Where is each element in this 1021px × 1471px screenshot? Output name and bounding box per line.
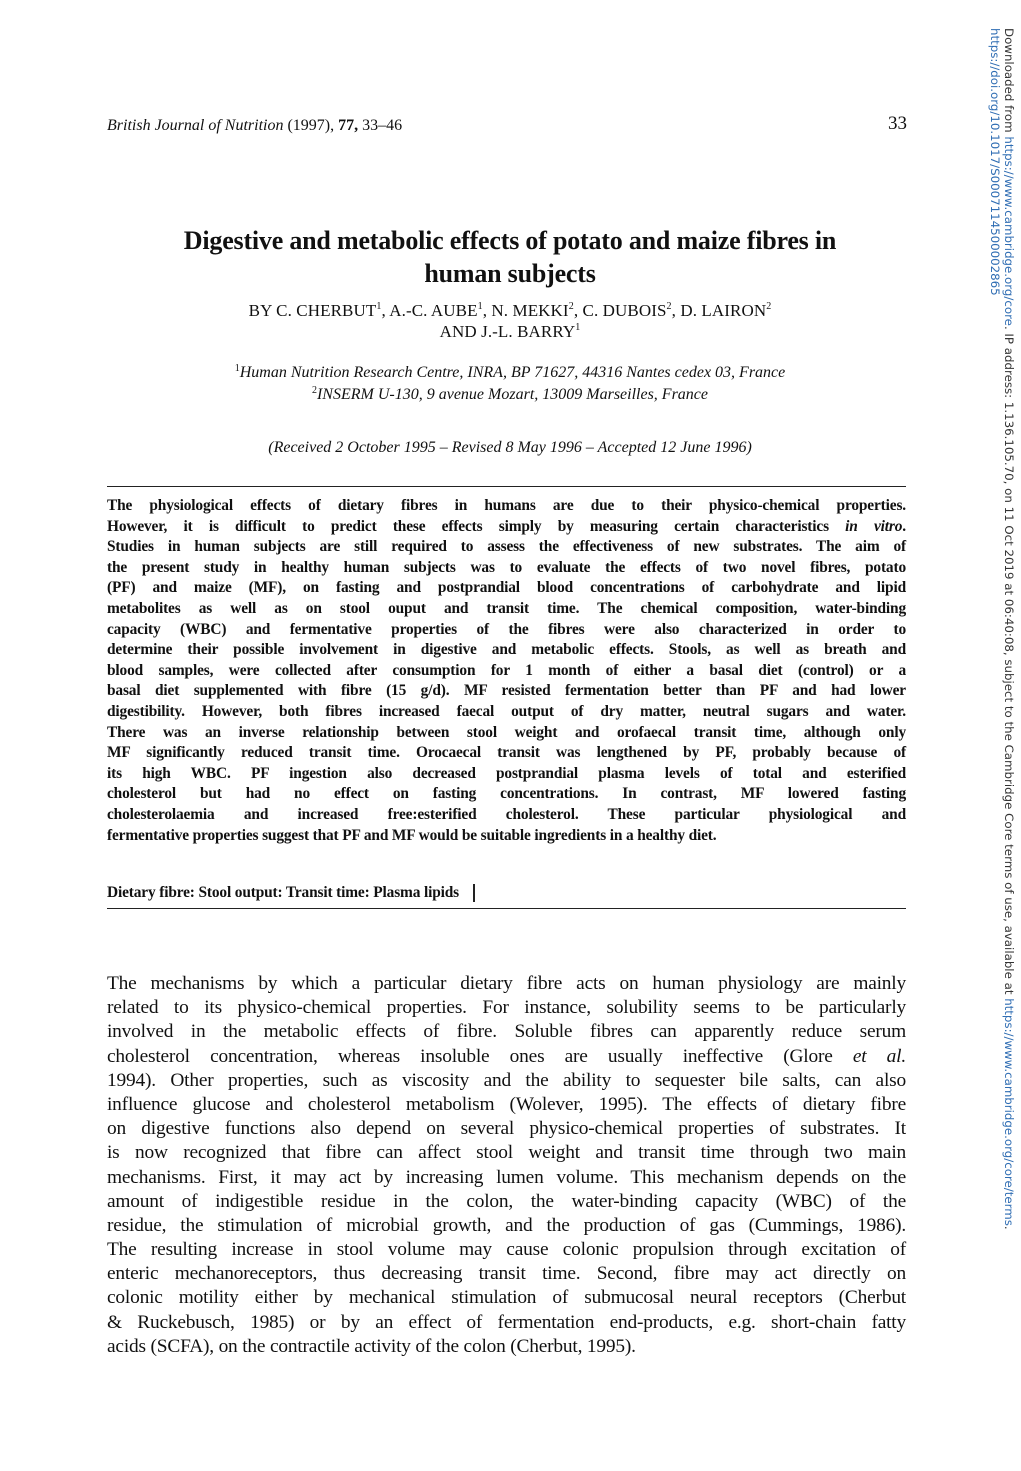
abstract-line: capacity (WBC) and fermentative properties of the fibres were also characterized in order to (107, 620, 906, 638)
abstract-line: determine their possible involvement in digestive and metabolic effects. Stools, as well as breath and (107, 641, 906, 659)
author-list (110, 300, 910, 342)
author: BY C. CHERBUT (248, 301, 377, 320)
body-text: cholesterol concentration, whereas insoluble ones are usually ineffective (Glore (107, 1045, 853, 1067)
affiliation-marker: 2 (766, 301, 772, 312)
affiliation-marker: 1 (477, 301, 483, 312)
keywords (107, 883, 906, 903)
title-line: human subjects (424, 259, 596, 288)
author-line (110, 321, 910, 342)
abstract-text: . (902, 517, 906, 535)
affiliation-text: Human Nutrition Research Centre, INRA, BP 71627, 44316 Nantes cedex 03, France (239, 364, 786, 381)
abstract (107, 496, 906, 846)
journal-name: British Journal of Nutrition (107, 117, 284, 134)
author: , C. DUBOIS (573, 301, 667, 320)
author: , D. LAIRON (671, 301, 767, 320)
page-number: 33 (888, 113, 907, 134)
terms-link[interactable]: https://www.cambridge.org/core/terms (1002, 998, 1016, 1226)
doi-link[interactable]: https://doi.org/10.1017/S0007114500002865 (988, 28, 1002, 296)
affiliation-marker: 2 (568, 301, 574, 312)
author: , N. MEKKI (482, 301, 569, 320)
affiliation-marker: 1 (575, 322, 581, 333)
body-line: influence glucose and cholesterol metabolism (Wolever, 1995). The effects of dietary fibre (107, 1093, 906, 1115)
notice-text: . (1002, 1225, 1016, 1230)
affiliation-number: 1 (234, 363, 240, 374)
body-line: & Ruckebusch, 1985) or by an effect of fermentation end-products, e.g. short-chain fatty (107, 1311, 906, 1333)
body-line: mechanisms. First, it may act by increasing lumen volume. This mechanism depends on the (107, 1166, 906, 1188)
body-line (107, 1045, 906, 1069)
affiliation (110, 362, 910, 384)
abstract-line: (PF) and maize (MF), on fasting and postprandial blood concentrations of carbohydrate and lipid (107, 579, 906, 597)
body-line: enteric mechanoreceptors, thus decreasing transit time. Second, fibre may act directly on (107, 1263, 906, 1285)
italic-citation: et al. (852, 1045, 906, 1067)
abstract-line: basal diet supplemented with fibre (15 g/d). MF resisted fermentation better than PF and had lower (107, 682, 906, 700)
abstract-line: The physiological effects of dietary fibres in humans are due to their physico-chemical properties. (107, 497, 906, 514)
title-line: Digestive and metabolic effects of potato and maize fibres in (183, 226, 837, 255)
keywords-text: Dietary fibre: Stool output: Transit time: Plasma lipids (107, 884, 459, 901)
body-line: on digestive functions also depend on several physico-chemical properties of substrates. It (107, 1118, 906, 1140)
body-line: colonic motility either by mechanical stimulation of submucosal neural receptors (Cherbut (107, 1287, 906, 1309)
abstract-line: MF significantly reduced transit time. Orocaecal transit was lengthened by PF, probably because of (107, 744, 906, 762)
notice-text: Downloaded from (1002, 28, 1016, 137)
affiliation-marker: 2 (666, 301, 672, 312)
introduction-paragraph (107, 972, 906, 1359)
abstract-line: the present study in healthy human subjects was to evaluate the effects of two novel fibres, potato (107, 558, 906, 576)
body-line: The mechanisms by which a particular dietary fibre acts on human physiology are mainly (107, 973, 906, 994)
journal-volume: 77, (338, 117, 359, 134)
received-dates: (Received 2 October 1995 – Revised 8 May 1996 – Accepted 12 June 1996) (268, 439, 752, 456)
body-line: involved in the metabolic effects of fibre. Soluble fibres can apparently reduce serum (107, 1021, 906, 1043)
abstract-line: cholesterolaemia and increased free:esterified cholesterol. These particular physiological and (107, 805, 906, 823)
text-cursor-mark (473, 884, 475, 902)
abstract-line: cholesterol but had no effect on fasting concentrations. In contrast, MF lowered fasting (107, 785, 906, 803)
download-notice (988, 28, 1016, 1228)
abstract-text: However, it is difficult to predict these effects simply by measuring certain characteristics (107, 517, 846, 535)
author-line (110, 300, 910, 321)
abstract-top-rule (107, 486, 906, 487)
body-line: The resulting increase in stool volume may cause colonic propulsion through excitation of (107, 1239, 906, 1261)
body-line: acids (SCFA), on the contractile activity of the colon (Cherbut, 1995). (107, 1335, 636, 1357)
abstract-line (107, 517, 906, 538)
abstract-line: its high WBC. PF ingestion also decreased postprandial plasma levels of total and esterified (107, 764, 906, 782)
notice-text: . IP address: 1.136.105.70, on 11 Oct 2019 at 06:40:08, subject to the Cambridge Core terms of use, available at (1002, 325, 1016, 999)
journal-year: (1997), (287, 117, 335, 134)
author: AND J.-L. BARRY (439, 322, 576, 341)
cambridge-core-link[interactable]: https://www.cambridge.org/core (1002, 136, 1016, 326)
abstract-line: There was an inverse relationship between stool weight and orofaecal transit time, although only (107, 723, 906, 741)
body-line: 1994). Other properties, such as viscosity and the ability to sequester bile salts, can also (107, 1069, 906, 1091)
affiliation-marker: 1 (376, 301, 382, 312)
abstract-bottom-rule (107, 908, 906, 909)
affiliation-text: INSERM U-130, 9 avenue Mozart, 13009 Marseilles, France (316, 386, 709, 403)
download-notice-line (1002, 28, 1016, 1230)
affiliation-number: 2 (311, 385, 317, 396)
body-line: related to its physico-chemical properties. For instance, solubility seems to be particularly (107, 997, 906, 1019)
abstract-line: Studies in human subjects are still required to assess the effectiveness of new substrates. The aim of (107, 538, 906, 556)
italic-term: in vitro (845, 517, 903, 535)
abstract-line: digestibility. However, both fibres increased faecal output of dry matter, neutral sugars and water. (107, 702, 906, 720)
author: , A.-C. AUBE (381, 301, 478, 320)
body-line: amount of indigestible residue in the colon, the water-binding capacity (WBC) of the (107, 1190, 906, 1212)
abstract-line: metabolites as well as on stool ouput and transit time. The chemical composition, water-binding (107, 599, 906, 617)
affiliations (110, 362, 910, 406)
abstract-line: blood samples, were collected after consumption for 1 month of either a basal diet (control) or a (107, 661, 906, 679)
running-head (107, 113, 907, 136)
article-title (100, 224, 920, 290)
affiliation (110, 384, 910, 406)
body-line: residue, the stimulation of microbial growth, and the production of gas (Cummings, 1986). (107, 1214, 906, 1236)
journal-pages: 33–46 (362, 117, 403, 134)
abstract-line: fermentative properties suggest that PF and MF would be suitable ingredients in a healthy diet. (107, 826, 717, 844)
body-line: is now recognized that fibre can affect stool weight and transit time through two main (107, 1142, 906, 1164)
